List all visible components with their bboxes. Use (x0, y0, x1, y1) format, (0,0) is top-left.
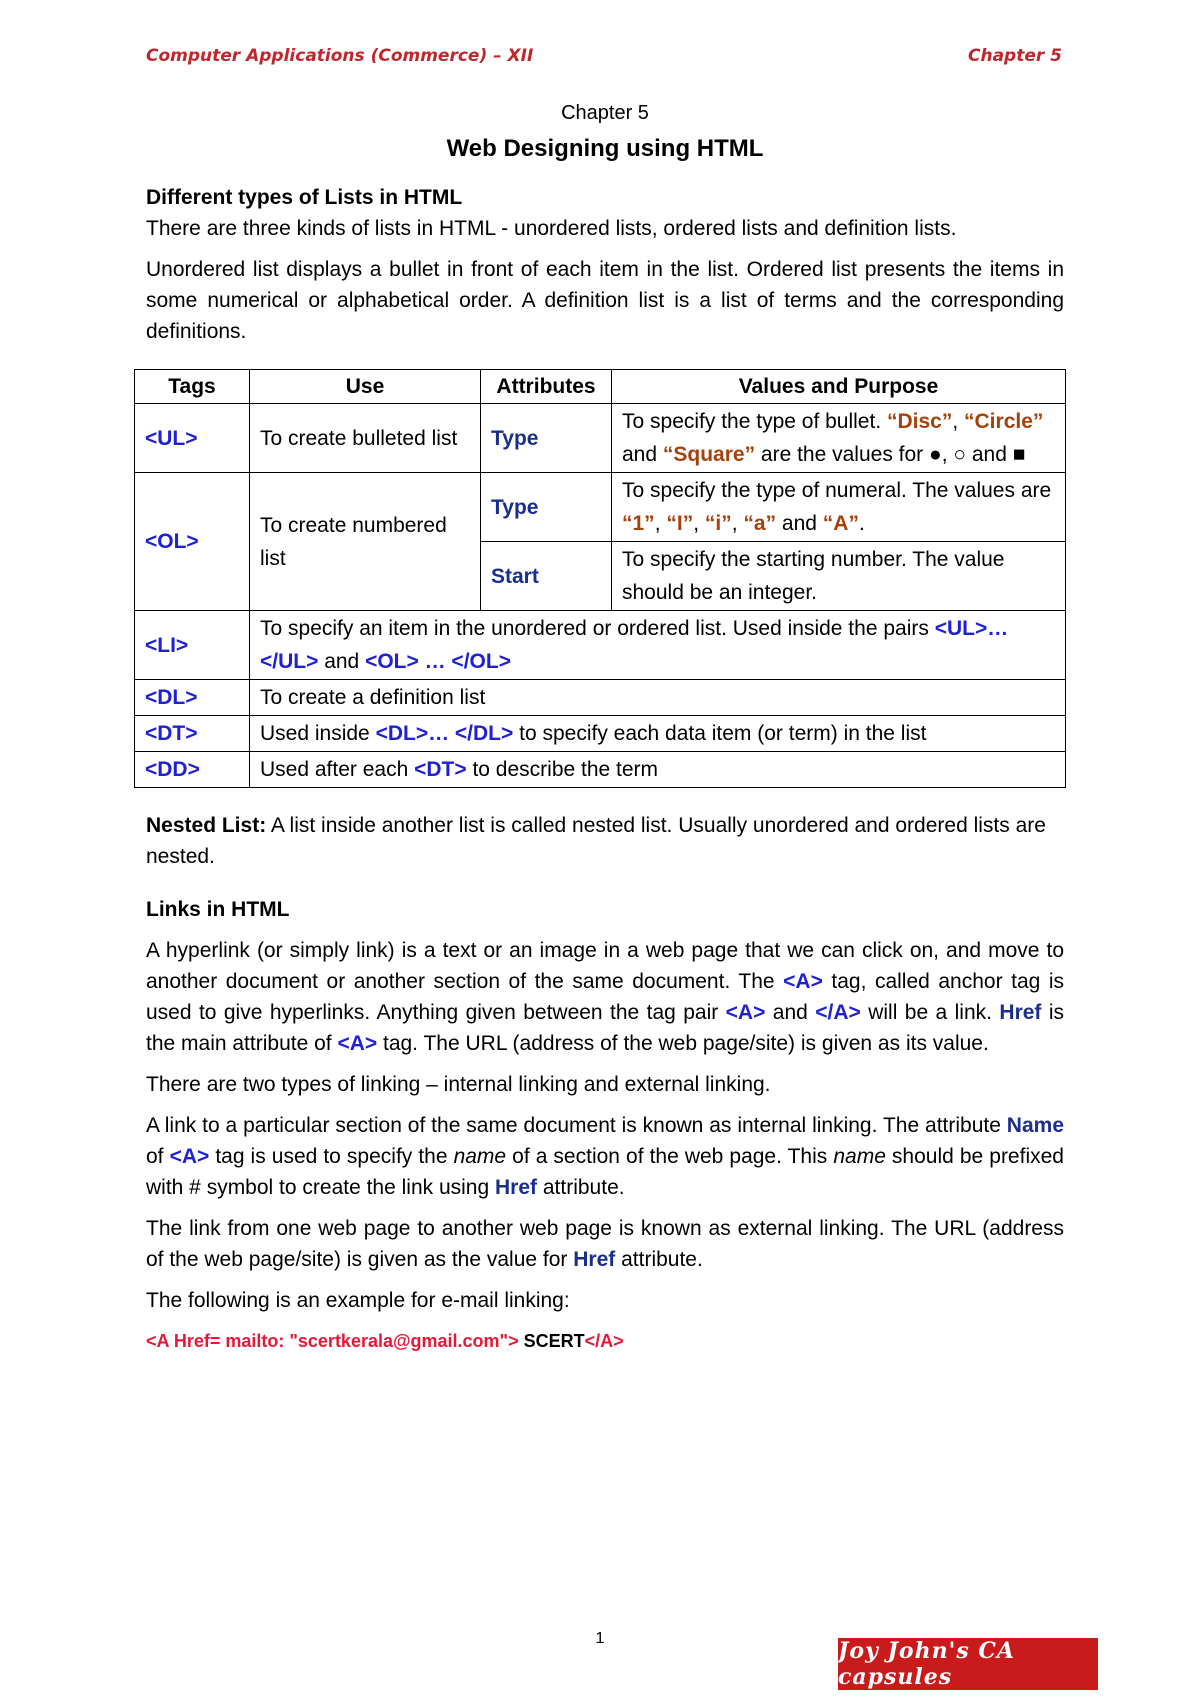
nested-list-paragraph: Nested List: A list inside another list is called nested list. Usually unordered and ordered lists are nested. (146, 814, 1046, 868)
tag-dd: <DD> (135, 752, 250, 788)
table-row-ul (135, 404, 1066, 473)
tag-dl: <DL> (135, 680, 250, 716)
lists-description: Unordered list displays a bullet in front of each item in the list. Ordered list presents the items in some numerical or alphabetical order. A definition list is a list of terms and the corresponding definitions. (146, 258, 1064, 343)
col-header-tags: Tags (135, 370, 250, 404)
col-header-values: Values and Purpose (612, 370, 1066, 404)
lists-heading: Different types of Lists in HTML (146, 186, 463, 209)
table-header-row (135, 370, 1066, 404)
chapter-label: Chapter 5 (561, 102, 649, 124)
links-paragraph-2: There are two types of linking – internal linking and external linking. (146, 1073, 771, 1096)
list-tags-table (134, 369, 1066, 788)
table-row-dt (135, 716, 1066, 752)
values-ul: To specify the type of bullet. “Disc”, “Circle” and “Square” are the values for ●, ○ and ■ (612, 404, 1066, 473)
email-link-example: <A Href= mailto: "scertkerala@gmail.com"> SCERT</A> (146, 1331, 624, 1351)
links-paragraph-3: A link to a particular section of the same document is known as internal linking. The attribute Name of <A> tag is used to specify the name of a section of the web page. This name should be prefixed with # symbol to create the link using Href attribute. (146, 1114, 1064, 1199)
col-header-use: Use (250, 370, 481, 404)
running-header-left: Computer Applications (Commerce) – XII (146, 46, 534, 66)
links-paragraph-4: The link from one web page to another web page is known as external linking. The URL (address of the web page/site) is given as the value for Href attribute. (146, 1217, 1064, 1271)
use-dt: Used inside <DL>… </DL> to specify each data item (or term) in the list (250, 716, 1066, 752)
table-row-dd (135, 752, 1066, 788)
table-row-dl (135, 680, 1066, 716)
tag-dt: <DT> (135, 716, 250, 752)
page-number: 1 (595, 1630, 605, 1647)
use-li: To specify an item in the unordered or ordered list. Used inside the pairs <UL>…</UL> and <OL> … </OL> (250, 611, 1066, 680)
use-dd: Used after each <DT> to describe the term (250, 752, 1066, 788)
tag-ol: <OL> (135, 473, 250, 611)
table-row-ol-type (135, 473, 1066, 542)
values-ol-type: To specify the type of numeral. The values are “1”, “I”, “i”, “a” and “A”. (612, 473, 1066, 542)
lists-intro: There are three kinds of lists in HTML - unordered lists, ordered lists and definition lists. (146, 217, 957, 240)
values-ol-start: To specify the starting number. The value should be an integer. (612, 542, 1066, 611)
use-dl: To create a definition list (250, 680, 1066, 716)
attr-ol-start: Start (481, 542, 612, 611)
tag-ul: <UL> (135, 404, 250, 473)
attr-ul-type: Type (481, 404, 612, 473)
use-ol: To create numbered list (250, 473, 481, 611)
table-row-li (135, 611, 1066, 680)
attr-ol-type: Type (481, 473, 612, 542)
links-paragraph-5: The following is an example for e-mail linking: (146, 1289, 570, 1312)
running-header-right: Chapter 5 (967, 46, 1062, 66)
links-paragraph-1: A hyperlink (or simply link) is a text or an image in a web page that we can click on, and move to another document or another section of the same document. The <A> tag, called anchor tag is used to give hyperlinks. Anything given between the tag pair <A> and </A> will be a link. Href is the main attribute of <A> tag. The URL (address of the web page/site) is given as its value. (146, 939, 1065, 1055)
use-ul: To create bulleted list (250, 404, 481, 473)
page-content (146, 98, 1064, 1367)
brand-logo: Joy John's CA capsules (838, 1638, 1098, 1690)
links-heading: Links in HTML (146, 898, 290, 921)
tag-li: <LI> (135, 611, 250, 680)
col-header-attributes: Attributes (481, 370, 612, 404)
page-title: Web Designing using HTML (446, 135, 764, 162)
